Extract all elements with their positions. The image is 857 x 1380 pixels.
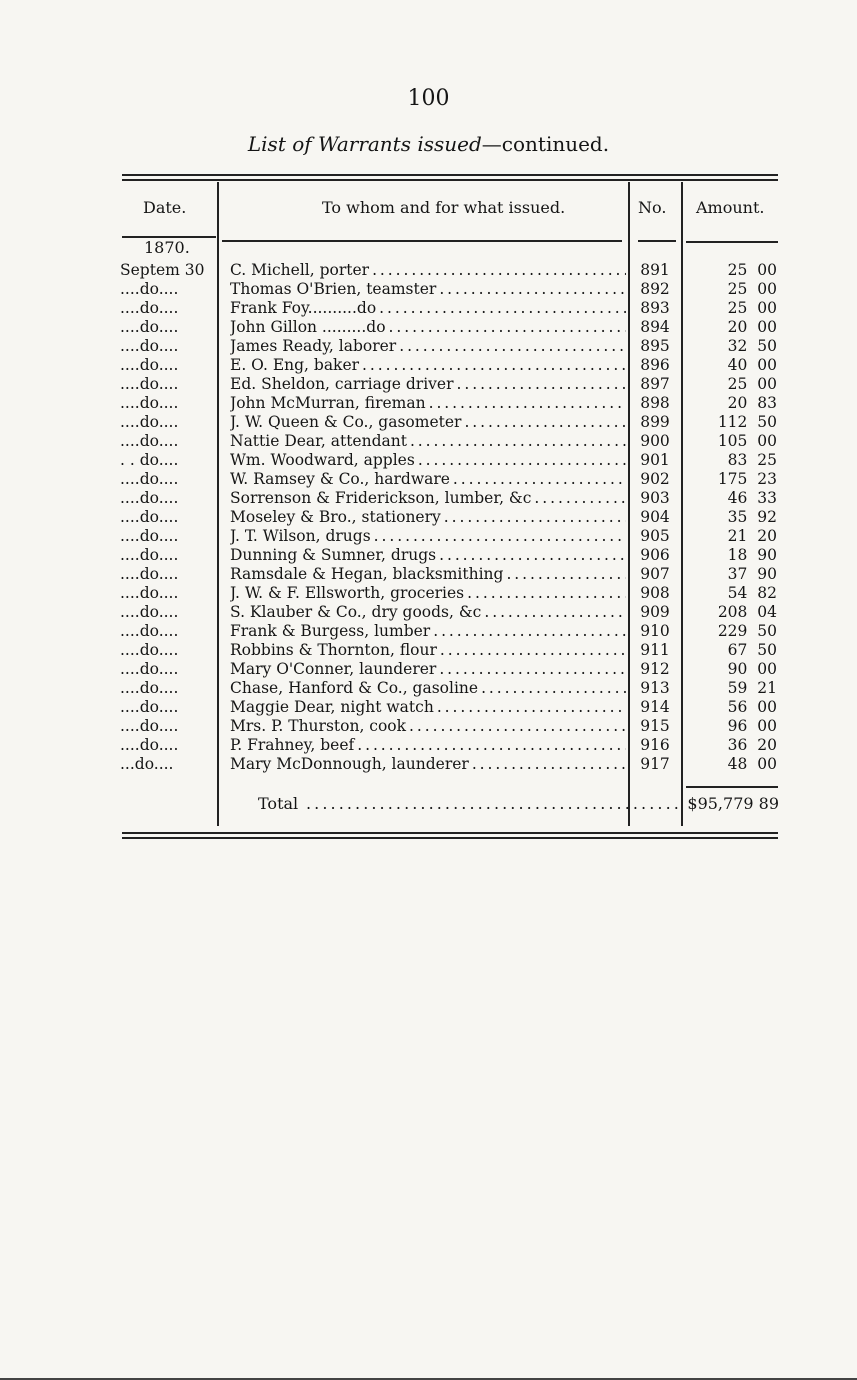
warrant-date: ....do.... — [120, 413, 179, 431]
warrant-payee — [230, 299, 626, 318]
amount-dollars: 229 — [717, 622, 748, 640]
warrant-payee — [230, 337, 626, 356]
leader-dots — [389, 318, 626, 337]
warrant-number: 906 — [640, 546, 670, 564]
warrant-payee-text: Frank & Burgess, lumber — [230, 622, 431, 640]
warrant-amount — [728, 356, 777, 375]
warrant-amount — [728, 546, 777, 565]
warrant-row — [0, 470, 857, 489]
amount-cents: 04 — [757, 603, 777, 621]
warrant-amount — [728, 375, 777, 394]
warrant-payee-text: Sorrenson & Friderickson, lumber, &c — [230, 489, 532, 507]
warrant-payee — [230, 318, 626, 337]
warrant-row — [0, 660, 857, 679]
amount-dollars: 25 — [727, 261, 748, 279]
amount-cents: 00 — [757, 755, 777, 773]
amount-dollars: 46 — [727, 489, 748, 507]
amount-dollars: 36 — [727, 736, 748, 754]
amount-dollars: 90 — [727, 660, 748, 678]
warrant-number: 897 — [640, 375, 670, 393]
warrant-payee-text: Maggie Dear, night watch — [230, 698, 434, 716]
year-label: 1870. — [144, 238, 190, 257]
warrant-payee — [230, 736, 626, 755]
warrant-payee-text: Mrs. P. Thurston, cook — [230, 717, 407, 735]
warrant-number: 910 — [640, 622, 670, 640]
amount-dollars: 105 — [717, 432, 748, 450]
warrant-date: ....do.... — [120, 299, 179, 317]
warrant-payee — [230, 527, 626, 546]
header-date: Date. — [143, 198, 187, 217]
top-double-rule-2 — [122, 179, 778, 181]
leader-dots — [467, 584, 626, 603]
amount-cents: 20 — [757, 736, 777, 754]
warrant-payee — [230, 717, 626, 736]
warrant-number: 894 — [640, 318, 670, 336]
warrant-number: 907 — [640, 565, 670, 583]
amount-dollars: 25 — [727, 375, 748, 393]
leader-dots — [379, 299, 626, 318]
warrant-payee — [230, 641, 626, 660]
warrant-payee-text: Wm. Woodward, apples — [230, 451, 415, 469]
warrant-date: ....do.... — [120, 622, 179, 640]
warrant-date: ....do.... — [120, 565, 179, 583]
warrant-payee-text: Frank Foy..........do — [230, 299, 377, 317]
warrant-payee — [230, 432, 626, 451]
leader-dots — [437, 698, 626, 717]
amount-dollars: 175 — [717, 470, 748, 488]
warrant-row — [0, 679, 857, 698]
heading-rest: —continued. — [481, 132, 610, 156]
amount-cents: 25 — [757, 451, 777, 469]
warrant-date: ....do.... — [120, 337, 179, 355]
warrant-payee-text: W. Ramsey & Co., hardware — [230, 470, 450, 488]
page-heading — [0, 132, 857, 156]
leader-dots — [439, 280, 626, 299]
warrant-number: 914 — [640, 698, 670, 716]
warrant-payee-text: Nattie Dear, attendant — [230, 432, 407, 450]
warrant-date: ....do.... — [120, 470, 179, 488]
amount-cents: 00 — [757, 280, 777, 298]
warrant-amount — [718, 432, 777, 451]
warrant-payee-text: Ramsdale & Hegan, blacksmithing — [230, 565, 504, 583]
leader-dots — [372, 261, 626, 280]
warrant-amount — [728, 584, 777, 603]
warrant-date: ....do.... — [120, 736, 179, 754]
warrant-number: 892 — [640, 280, 670, 298]
heading-italic: List of Warrants issued — [247, 132, 482, 156]
leader-dots — [410, 432, 626, 451]
warrant-row — [0, 508, 857, 527]
warrant-date: . . do.... — [120, 451, 179, 469]
leader-dots — [433, 622, 626, 641]
warrant-number: 891 — [640, 261, 670, 279]
warrant-payee — [230, 261, 626, 280]
warrant-number: 901 — [640, 451, 670, 469]
warrant-payee-text: Mary McDonnough, launderer — [230, 755, 469, 773]
leader-dots — [418, 451, 626, 470]
warrant-date: ....do.... — [120, 394, 179, 412]
amount-cents: 90 — [757, 565, 777, 583]
warrant-payee-text: John McMurran, fireman — [230, 394, 426, 412]
amount-dollars: 54 — [727, 584, 748, 602]
amount-cents: 00 — [757, 660, 777, 678]
warrant-date: ....do.... — [120, 508, 179, 526]
amount-dollars: 18 — [727, 546, 748, 564]
warrant-date: ....do.... — [120, 698, 179, 716]
amount-cents: 00 — [757, 261, 777, 279]
warrant-number: 900 — [640, 432, 670, 450]
total-row — [0, 794, 857, 814]
header-payee: To whom and for what issued. — [322, 198, 566, 217]
warrant-date: ....do.... — [120, 375, 179, 393]
amount-cents: 00 — [757, 698, 777, 716]
warrant-payee — [230, 508, 626, 527]
warrant-amount — [728, 641, 777, 660]
header-rule-number — [638, 240, 676, 242]
amount-dollars: 112 — [717, 413, 748, 431]
warrant-payee-text: C. Michell, porter — [230, 261, 370, 279]
warrant-payee-text: J. W. Queen & Co., gasometer — [230, 413, 462, 431]
warrant-row — [0, 755, 857, 774]
warrant-row — [0, 698, 857, 717]
warrant-row — [0, 546, 857, 565]
amount-dollars: 32 — [727, 337, 748, 355]
leader-dots — [440, 641, 626, 660]
amount-dollars: 48 — [727, 755, 748, 773]
warrant-row — [0, 641, 857, 660]
warrant-payee — [230, 356, 626, 375]
top-double-rule-1 — [122, 174, 778, 176]
warrant-payee-text: John Gillon .........do — [230, 318, 386, 336]
warrant-number: 909 — [640, 603, 670, 621]
warrant-payee — [230, 679, 626, 698]
warrant-date: ....do.... — [120, 584, 179, 602]
warrant-row — [0, 280, 857, 299]
warrant-row — [0, 527, 857, 546]
leader-dots — [362, 356, 626, 375]
warrant-amount — [728, 337, 777, 356]
amount-dollars: 67 — [727, 641, 748, 659]
warrant-payee — [230, 470, 626, 489]
warrant-number: 912 — [640, 660, 670, 678]
warrant-amount — [728, 736, 777, 755]
amount-cents: 50 — [757, 641, 777, 659]
warrant-payee — [230, 565, 626, 584]
warrant-payee-text: Ed. Sheldon, carriage driver — [230, 375, 454, 393]
leader-dots — [472, 755, 626, 774]
warrant-payee-text: P. Frahney, beef — [230, 736, 355, 754]
warrant-number: 905 — [640, 527, 670, 545]
leader-dots — [439, 660, 626, 679]
warrant-amount — [728, 489, 777, 508]
warrant-row — [0, 299, 857, 318]
warrant-row — [0, 489, 857, 508]
amount-cents: 00 — [757, 432, 777, 450]
warrant-row — [0, 584, 857, 603]
amount-dollars: 40 — [727, 356, 748, 374]
warrant-row — [0, 622, 857, 641]
warrant-date: ....do.... — [120, 546, 179, 564]
warrant-date: ....do.... — [120, 527, 179, 545]
warrant-amount — [718, 470, 777, 489]
warrant-amount — [728, 660, 777, 679]
bottom-double-rule-1 — [122, 832, 778, 834]
amount-cents: 00 — [757, 318, 777, 336]
warrant-payee — [230, 622, 626, 641]
leader-dots — [444, 508, 626, 527]
warrant-row — [0, 736, 857, 755]
warrant-date: ...do.... — [120, 755, 174, 773]
warrant-payee — [230, 489, 626, 508]
warrant-amount — [728, 755, 777, 774]
warrant-payee — [230, 698, 626, 717]
leader-dots — [464, 413, 626, 432]
warrant-amount — [718, 413, 777, 432]
warrant-date: ....do.... — [120, 641, 179, 659]
warrant-amount — [728, 698, 777, 717]
leader-dots — [481, 679, 626, 698]
leader-dots — [457, 375, 626, 394]
warrant-payee-text: J. T. Wilson, drugs — [230, 527, 371, 545]
warrant-amount — [728, 318, 777, 337]
amount-dollars: 35 — [727, 508, 748, 526]
warrant-amount — [728, 299, 777, 318]
warrant-payee-text: Robbins & Thornton, flour — [230, 641, 437, 659]
amount-cents: 00 — [757, 299, 777, 317]
bottom-double-rule-2 — [122, 837, 778, 839]
amount-dollars: 83 — [727, 451, 748, 469]
header-rule-payee — [222, 240, 622, 242]
warrant-payee — [230, 280, 626, 299]
amount-cents: 00 — [757, 375, 777, 393]
warrant-number: 899 — [640, 413, 670, 431]
amount-cents: 23 — [757, 470, 777, 488]
warrant-number: 898 — [640, 394, 670, 412]
warrant-payee-text: Chase, Hanford & Co., gasoline — [230, 679, 479, 697]
amount-dollars: 20 — [727, 318, 748, 336]
total-label: Total — [258, 794, 299, 813]
warrant-payee — [230, 584, 626, 603]
warrant-payee-text: James Ready, laborer — [230, 337, 397, 355]
amount-cents: 33 — [757, 489, 777, 507]
warrant-row — [0, 413, 857, 432]
warrant-payee-text: S. Klauber & Co., dry goods, &c — [230, 603, 482, 621]
warrant-amount — [728, 508, 777, 527]
leader-dots — [534, 489, 626, 508]
leader-dots — [399, 337, 626, 356]
amount-cents: 00 — [757, 717, 777, 735]
warrant-date: ....do.... — [120, 432, 179, 450]
leader-dots — [484, 603, 626, 622]
warrant-date: Septem 30 — [120, 261, 205, 279]
warrant-payee-text: Thomas O'Brien, teamster — [230, 280, 437, 298]
warrant-payee-text: Moseley & Bro., stationery — [230, 508, 441, 526]
header-rule-amount — [686, 241, 778, 243]
warrant-row — [0, 375, 857, 394]
warrant-date: ....do.... — [120, 679, 179, 697]
warrant-number: 915 — [640, 717, 670, 735]
warrant-payee — [230, 394, 626, 413]
warrant-number: 913 — [640, 679, 670, 697]
warrant-number: 896 — [640, 356, 670, 374]
warrant-row — [0, 565, 857, 584]
warrant-amount — [718, 603, 777, 622]
warrant-number: 895 — [640, 337, 670, 355]
warrant-date: ....do.... — [120, 318, 179, 336]
amount-cents: 50 — [757, 337, 777, 355]
warrant-payee-text: Mary O'Conner, launderer — [230, 660, 437, 678]
warrant-payee — [230, 546, 626, 565]
amount-cents: 92 — [757, 508, 777, 526]
warrant-payee-text: J. W. & F. Ellsworth, groceries — [230, 584, 465, 602]
warrant-number: 893 — [640, 299, 670, 317]
amount-cents: 21 — [757, 679, 777, 697]
warrant-payee-text: Dunning & Sumner, drugs — [230, 546, 437, 564]
header-amount: Amount. — [696, 198, 765, 217]
warrant-row — [0, 261, 857, 280]
warrant-number: 904 — [640, 508, 670, 526]
leader-dots — [439, 546, 626, 565]
amount-dollars: 56 — [727, 698, 748, 716]
warrant-number: 917 — [640, 755, 670, 773]
amount-cents: 50 — [757, 622, 777, 640]
warrant-date: ....do.... — [120, 660, 179, 678]
amount-cents: 83 — [757, 394, 777, 412]
warrant-row — [0, 717, 857, 736]
page-number: 100 — [407, 86, 450, 111]
warrant-row — [0, 603, 857, 622]
leader-dots — [453, 470, 626, 489]
warrant-amount — [728, 565, 777, 584]
amount-cents: 50 — [757, 413, 777, 431]
leader-dots — [409, 717, 626, 736]
warrant-amount — [718, 622, 777, 641]
warrant-payee — [230, 375, 626, 394]
warrant-row — [0, 337, 857, 356]
warrant-row — [0, 356, 857, 375]
header-number: No. — [638, 198, 667, 217]
warrant-payee — [230, 413, 626, 432]
amount-cents: 90 — [757, 546, 777, 564]
warrant-amount — [728, 394, 777, 413]
warrant-date: ....do.... — [120, 356, 179, 374]
warrant-date: ....do.... — [120, 280, 179, 298]
amount-dollars: 37 — [727, 565, 748, 583]
amount-dollars: 21 — [727, 527, 748, 545]
amount-cents: 00 — [757, 356, 777, 374]
amount-cents: 20 — [757, 527, 777, 545]
warrant-amount — [728, 717, 777, 736]
warrant-payee-text: E. O. Eng, baker — [230, 356, 360, 374]
warrant-payee — [230, 451, 626, 470]
amount-dollars: 25 — [727, 299, 748, 317]
warrant-payee — [230, 660, 626, 679]
warrant-payee — [230, 603, 626, 622]
amount-dollars: 25 — [727, 280, 748, 298]
leader-dots — [506, 565, 626, 584]
warrant-date: ....do.... — [120, 717, 179, 735]
warrant-amount — [728, 527, 777, 546]
warrant-amount — [728, 280, 777, 299]
warrant-number: 908 — [640, 584, 670, 602]
amount-dollars: 96 — [727, 717, 748, 735]
warrant-amount — [728, 261, 777, 280]
leader-dots — [429, 394, 626, 413]
warrant-number: 911 — [640, 641, 670, 659]
amount-dollars: 208 — [717, 603, 748, 621]
warrant-number: 902 — [640, 470, 670, 488]
leader-dots — [374, 527, 626, 546]
total-rule — [686, 786, 778, 788]
warrant-row — [0, 394, 857, 413]
amount-cents: 82 — [757, 584, 777, 602]
amount-dollars: 20 — [727, 394, 748, 412]
warrant-date: ....do.... — [120, 489, 179, 507]
warrant-number: 916 — [640, 736, 670, 754]
leader-dots — [357, 736, 626, 755]
warrant-row — [0, 318, 857, 337]
warrant-payee — [230, 755, 626, 774]
warrant-date: ....do.... — [120, 603, 179, 621]
amount-dollars: 59 — [727, 679, 748, 697]
total-leader-dots — [306, 794, 680, 814]
warrant-amount — [728, 679, 777, 698]
total-amount: $95,779 89 — [687, 794, 779, 813]
warrant-row — [0, 451, 857, 470]
warrant-amount — [728, 451, 777, 470]
warrant-number: 903 — [640, 489, 670, 507]
warrant-row — [0, 432, 857, 451]
